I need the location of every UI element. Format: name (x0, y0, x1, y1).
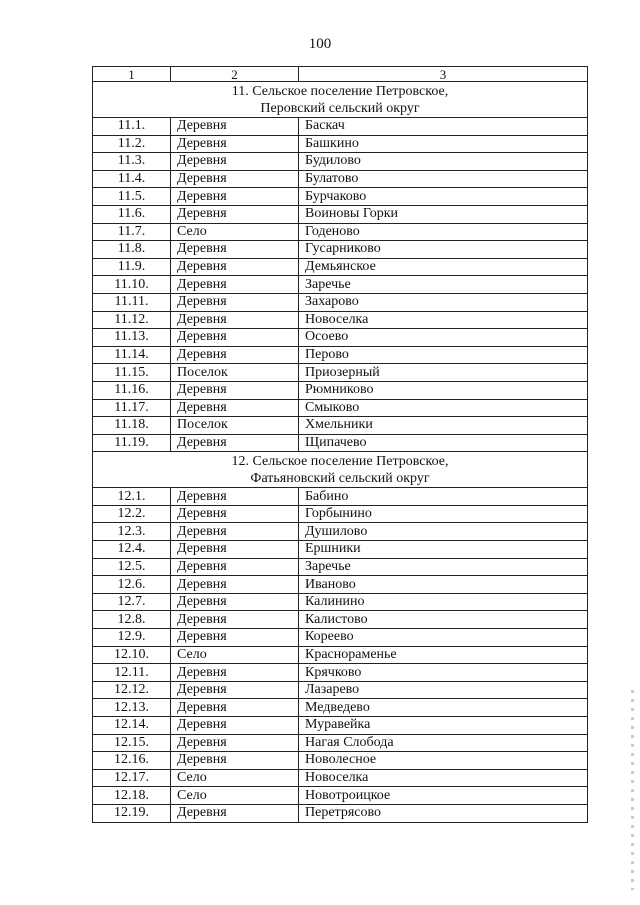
page-number: 100 (308, 36, 332, 52)
table-row (93, 787, 588, 805)
settlement-type: Деревня (171, 346, 299, 364)
row-number: 12.11. (93, 664, 171, 682)
row-number: 12.1. (93, 488, 171, 506)
settlement-name: Башкино (299, 135, 588, 153)
table-row (93, 717, 588, 735)
settlement-type: Село (171, 646, 299, 664)
table-row (93, 205, 588, 223)
row-number: 12.18. (93, 787, 171, 805)
settlement-type: Деревня (171, 593, 299, 611)
section-title-line: Перовский сельский округ (260, 101, 420, 116)
row-number: 12.12. (93, 681, 171, 699)
settlement-type: Деревня (171, 329, 299, 347)
table-row (93, 505, 588, 523)
table-row (93, 576, 588, 594)
settlement-type: Деревня (171, 629, 299, 647)
settlement-type: Деревня (171, 576, 299, 594)
row-number: 11.10. (93, 276, 171, 294)
table-row (93, 417, 588, 435)
row-number: 11.19. (93, 434, 171, 452)
row-number: 12.15. (93, 734, 171, 752)
settlement-type: Деревня (171, 205, 299, 223)
settlement-type: Деревня (171, 241, 299, 259)
settlement-name: Кореево (299, 629, 588, 647)
row-number: 11.7. (93, 223, 171, 241)
settlement-name: Перетрясово (299, 804, 588, 822)
table-row (93, 258, 588, 276)
row-number: 12.9. (93, 629, 171, 647)
row-number: 12.19. (93, 804, 171, 822)
settlement-name: Захарово (299, 293, 588, 311)
row-number: 11.16. (93, 381, 171, 399)
settlement-type: Деревня (171, 434, 299, 452)
row-number: 12.8. (93, 611, 171, 629)
section-header-row (93, 452, 588, 488)
settlement-name: Будилово (299, 153, 588, 171)
settlement-type: Деревня (171, 752, 299, 770)
settlement-type: Деревня (171, 118, 299, 136)
table-row (93, 769, 588, 787)
table-row (93, 399, 588, 417)
settlement-name: Новолесное (299, 752, 588, 770)
table-row (93, 346, 588, 364)
table-row (93, 558, 588, 576)
settlement-type: Деревня (171, 311, 299, 329)
table-row (93, 223, 588, 241)
settlement-name: Ершники (299, 541, 588, 559)
row-number: 12.7. (93, 593, 171, 611)
column-number-1: 1 (93, 67, 171, 82)
settlement-type: Деревня (171, 611, 299, 629)
settlement-name: Иваново (299, 576, 588, 594)
settlement-name: Муравейка (299, 717, 588, 735)
settlement-name: Смыково (299, 399, 588, 417)
row-number: 11.3. (93, 153, 171, 171)
settlement-name: Горбынино (299, 505, 588, 523)
settlement-type: Деревня (171, 188, 299, 206)
scan-edge-marks (631, 690, 634, 890)
settlement-type: Деревня (171, 258, 299, 276)
settlement-name: Новоселка (299, 769, 588, 787)
settlement-type: Деревня (171, 681, 299, 699)
settlement-name: Хмельники (299, 417, 588, 435)
row-number: 12.3. (93, 523, 171, 541)
settlement-name: Душилово (299, 523, 588, 541)
section-title (93, 452, 588, 488)
settlement-name: Баскач (299, 118, 588, 136)
row-number: 11.6. (93, 205, 171, 223)
settlements-table-body (93, 67, 588, 823)
row-number: 12.6. (93, 576, 171, 594)
row-number: 11.1. (93, 118, 171, 136)
row-number: 12.2. (93, 505, 171, 523)
row-number: 11.11. (93, 293, 171, 311)
settlement-type: Деревня (171, 276, 299, 294)
settlement-name: Булатово (299, 170, 588, 188)
table-row (93, 293, 588, 311)
row-number: 11.5. (93, 188, 171, 206)
settlement-type: Деревня (171, 399, 299, 417)
table-row (93, 488, 588, 506)
row-number: 11.17. (93, 399, 171, 417)
settlement-name: Лазарево (299, 681, 588, 699)
table-row (93, 804, 588, 822)
row-number: 11.14. (93, 346, 171, 364)
row-number: 12.4. (93, 541, 171, 559)
section-title-line: 11. Сельское поселение Петровское, (231, 84, 449, 99)
table-row (93, 241, 588, 259)
row-number: 12.5. (93, 558, 171, 576)
settlement-name: Осоево (299, 329, 588, 347)
row-number: 11.12. (93, 311, 171, 329)
settlement-type: Деревня (171, 523, 299, 541)
settlement-type: Деревня (171, 664, 299, 682)
settlement-type: Деревня (171, 505, 299, 523)
settlement-type: Деревня (171, 717, 299, 735)
settlement-name: Новоселка (299, 311, 588, 329)
table-row (93, 646, 588, 664)
row-number: 11.18. (93, 417, 171, 435)
settlement-type: Деревня (171, 699, 299, 717)
settlement-type: Деревня (171, 488, 299, 506)
table-row (93, 118, 588, 136)
settlement-name: Калинино (299, 593, 588, 611)
settlement-name: Бабино (299, 488, 588, 506)
settlement-name: Заречье (299, 276, 588, 294)
settlement-type: Деревня (171, 293, 299, 311)
section-title-line: 12. Сельское поселение Петровское, (231, 454, 449, 470)
section-title-line: Фатьяновский сельский округ (250, 471, 430, 487)
section-header-row (93, 82, 588, 118)
row-number: 11.8. (93, 241, 171, 259)
settlement-name: Крячково (299, 664, 588, 682)
settlement-type: Село (171, 769, 299, 787)
table-row (93, 153, 588, 171)
row-number: 11.13. (93, 329, 171, 347)
settlement-name: Воиновы Горки (299, 205, 588, 223)
settlement-type: Поселок (171, 417, 299, 435)
column-number-row (93, 67, 588, 82)
settlement-type: Поселок (171, 364, 299, 382)
row-number: 11.4. (93, 170, 171, 188)
table-row (93, 664, 588, 682)
table-row (93, 276, 588, 294)
table-row (93, 629, 588, 647)
settlement-name: Краснораменье (299, 646, 588, 664)
settlement-name: Медведево (299, 699, 588, 717)
settlement-type: Деревня (171, 170, 299, 188)
table-row (93, 593, 588, 611)
table-row (93, 699, 588, 717)
settlement-name: Новотроицкое (299, 787, 588, 805)
settlement-type: Деревня (171, 135, 299, 153)
row-number: 12.16. (93, 752, 171, 770)
row-number: 11.9. (93, 258, 171, 276)
table-row (93, 311, 588, 329)
table-row (93, 381, 588, 399)
settlement-name: Бурчаково (299, 188, 588, 206)
row-number: 11.2. (93, 135, 171, 153)
settlement-name: Заречье (299, 558, 588, 576)
settlement-type: Деревня (171, 381, 299, 399)
settlement-type: Село (171, 787, 299, 805)
table-row (93, 681, 588, 699)
section-title (93, 82, 588, 118)
table-row (93, 752, 588, 770)
row-number: 12.14. (93, 717, 171, 735)
settlement-name: Нагая Слобода (299, 734, 588, 752)
table-row (93, 170, 588, 188)
table-row (93, 523, 588, 541)
settlement-type: Деревня (171, 153, 299, 171)
table-row (93, 611, 588, 629)
settlement-name: Демьянское (299, 258, 588, 276)
settlement-name: Рюмниково (299, 381, 588, 399)
settlement-name: Годеново (299, 223, 588, 241)
table-row (93, 364, 588, 382)
row-number: 12.13. (93, 699, 171, 717)
column-number-3: 3 (299, 67, 588, 82)
column-number-2: 2 (171, 67, 299, 82)
row-number: 12.10. (93, 646, 171, 664)
table-row (93, 135, 588, 153)
settlement-type: Деревня (171, 804, 299, 822)
row-number: 12.17. (93, 769, 171, 787)
table-row (93, 434, 588, 452)
table-row (93, 734, 588, 752)
settlement-name: Гусарниково (299, 241, 588, 259)
row-number: 11.15. (93, 364, 171, 382)
table-row (93, 329, 588, 347)
settlement-type: Деревня (171, 734, 299, 752)
settlement-type: Село (171, 223, 299, 241)
settlement-name: Щипачево (299, 434, 588, 452)
table-row (93, 188, 588, 206)
table-row (93, 541, 588, 559)
settlements-table (92, 66, 588, 823)
settlement-name: Приозерный (299, 364, 588, 382)
settlement-type: Деревня (171, 558, 299, 576)
settlement-type: Деревня (171, 541, 299, 559)
settlement-name: Калистово (299, 611, 588, 629)
settlement-name: Перово (299, 346, 588, 364)
